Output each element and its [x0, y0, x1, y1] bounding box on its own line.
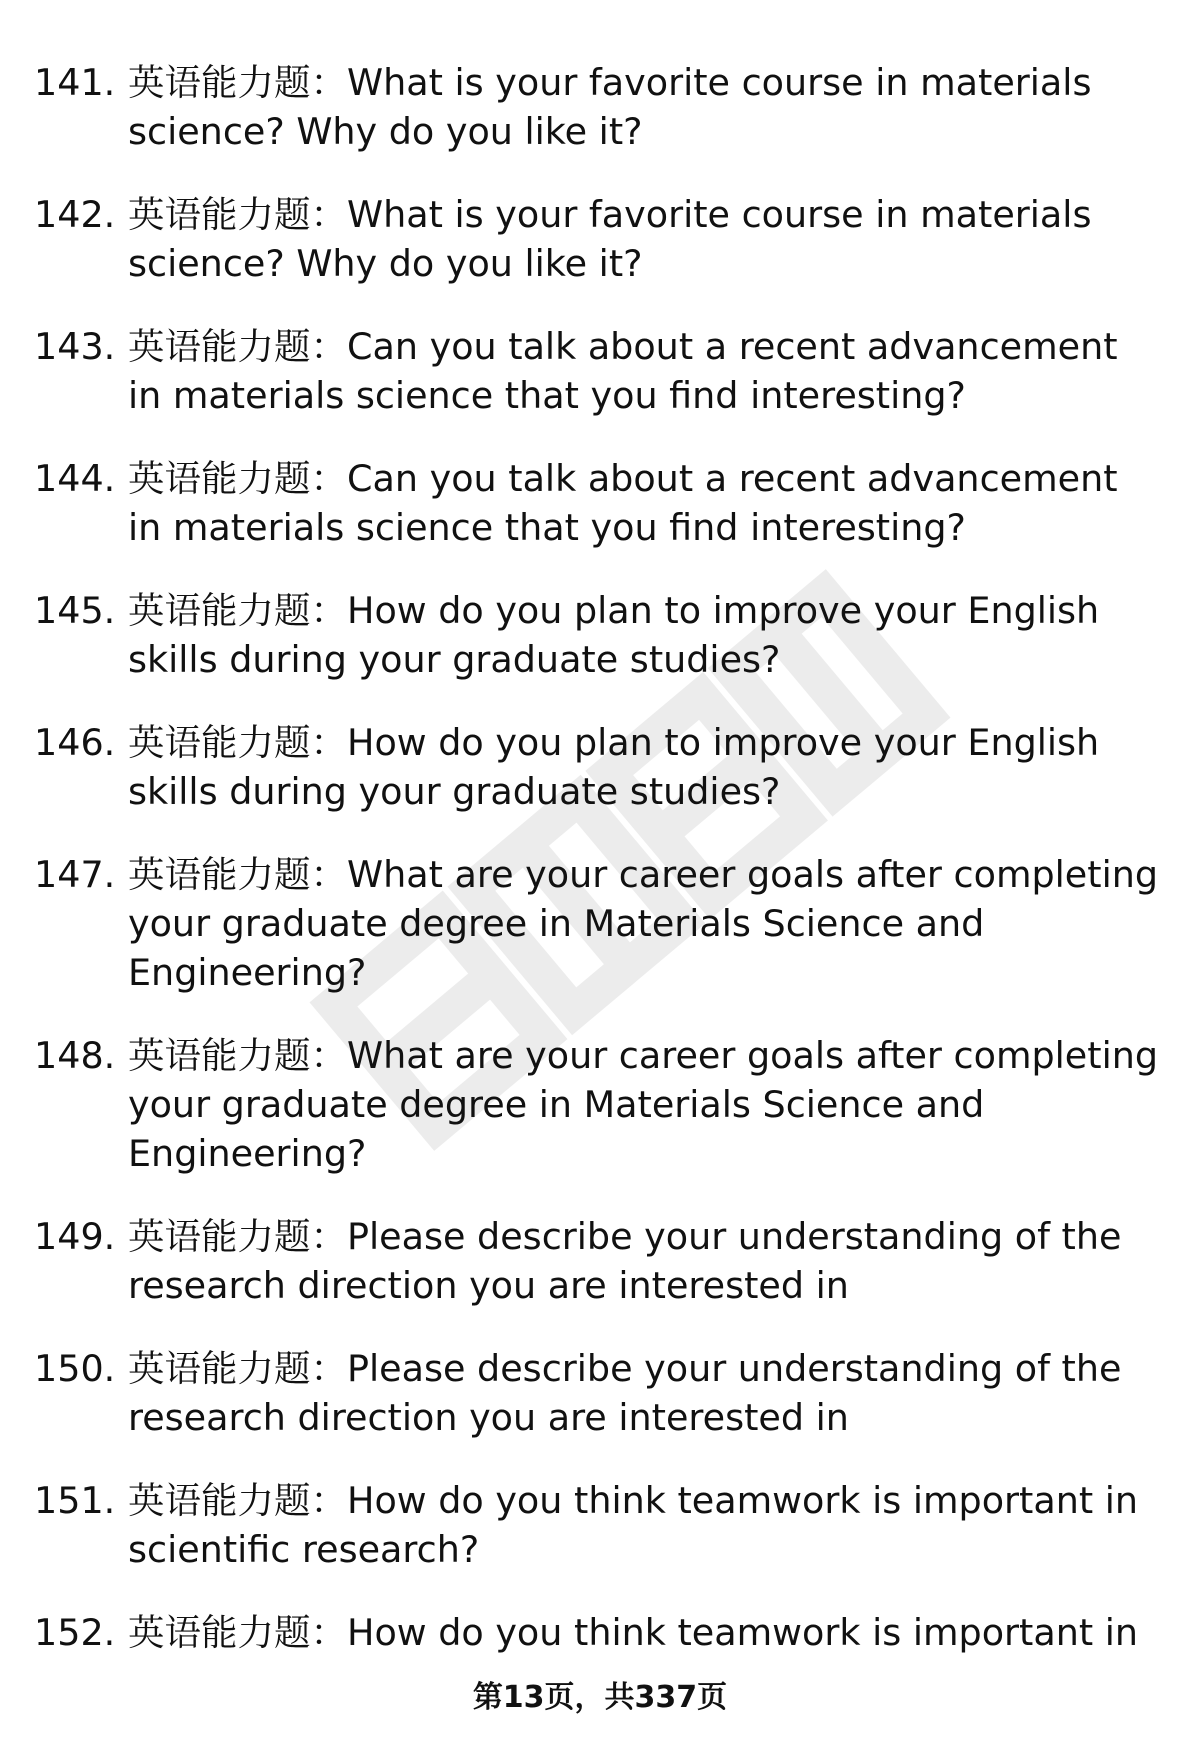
question-item [0, 1476, 1200, 1574]
question-item [0, 58, 1200, 156]
question-text: What is your favorite course in materials science? Why do you like it? [128, 61, 1092, 153]
question-type-label: 英语能力题： [128, 1611, 347, 1654]
question-type-label: 英语能力题： [128, 193, 347, 236]
question-type-label: 英语能力题： [128, 1347, 347, 1390]
question-number: 144. [34, 457, 116, 500]
question-type-label: 英语能力题： [128, 61, 347, 104]
question-type-label: 英语能力题： [128, 1479, 347, 1522]
question-text: How do you think teamwork is important in [347, 1611, 1139, 1654]
question-number: 145. [34, 589, 116, 632]
question-text: What are your career goals after completing your graduate degree in Materials Science and Engineering? [128, 1034, 1159, 1175]
question-number: 147. [34, 853, 116, 896]
question-number: 141. [34, 61, 116, 104]
question-item [0, 586, 1200, 684]
question-item [0, 1608, 1200, 1657]
page-number-footer: 第13页，共337页 [472, 1680, 728, 1715]
question-text: How do you plan to improve your English skills during your graduate studies? [128, 589, 1100, 681]
question-item [0, 322, 1200, 420]
question-list [0, 58, 1200, 1691]
question-number: 152. [34, 1611, 116, 1654]
question-type-label: 英语能力题： [128, 325, 347, 368]
question-type-label: 英语能力题： [128, 853, 347, 896]
question-text: What are your career goals after completing your graduate degree in Materials Science and Engineering? [128, 853, 1159, 994]
question-item [0, 190, 1200, 288]
question-text: Please describe your understanding of the research direction you are interested in [128, 1347, 1122, 1439]
question-number: 149. [34, 1215, 116, 1258]
question-text: Please describe your understanding of the research direction you are interested in [128, 1215, 1122, 1307]
question-type-label: 英语能力题： [128, 721, 347, 764]
question-type-label: 英语能力题： [128, 589, 347, 632]
question-text: How do you plan to improve your English skills during your graduate studies? [128, 721, 1100, 813]
question-text: Can you talk about a recent advancement in materials science that you find interesting? [128, 325, 1118, 417]
question-type-label: 英语能力题： [128, 1034, 347, 1077]
question-number: 142. [34, 193, 116, 236]
question-number: 150. [34, 1347, 116, 1390]
question-item [0, 1344, 1200, 1442]
question-text: Can you talk about a recent advancement in materials science that you find interesting? [128, 457, 1118, 549]
question-text: How do you think teamwork is important in scientific research? [128, 1479, 1139, 1571]
question-type-label: 英语能力题： [128, 457, 347, 500]
question-number: 146. [34, 721, 116, 764]
question-item [0, 850, 1200, 997]
question-number: 151. [34, 1479, 116, 1522]
question-number: 148. [34, 1034, 116, 1077]
question-number: 143. [34, 325, 116, 368]
question-item [0, 718, 1200, 816]
question-item [0, 1031, 1200, 1178]
question-item [0, 1212, 1200, 1310]
question-item [0, 454, 1200, 552]
question-type-label: 英语能力题： [128, 1215, 347, 1258]
question-text: What is your favorite course in materials science? Why do you like it? [128, 193, 1092, 285]
